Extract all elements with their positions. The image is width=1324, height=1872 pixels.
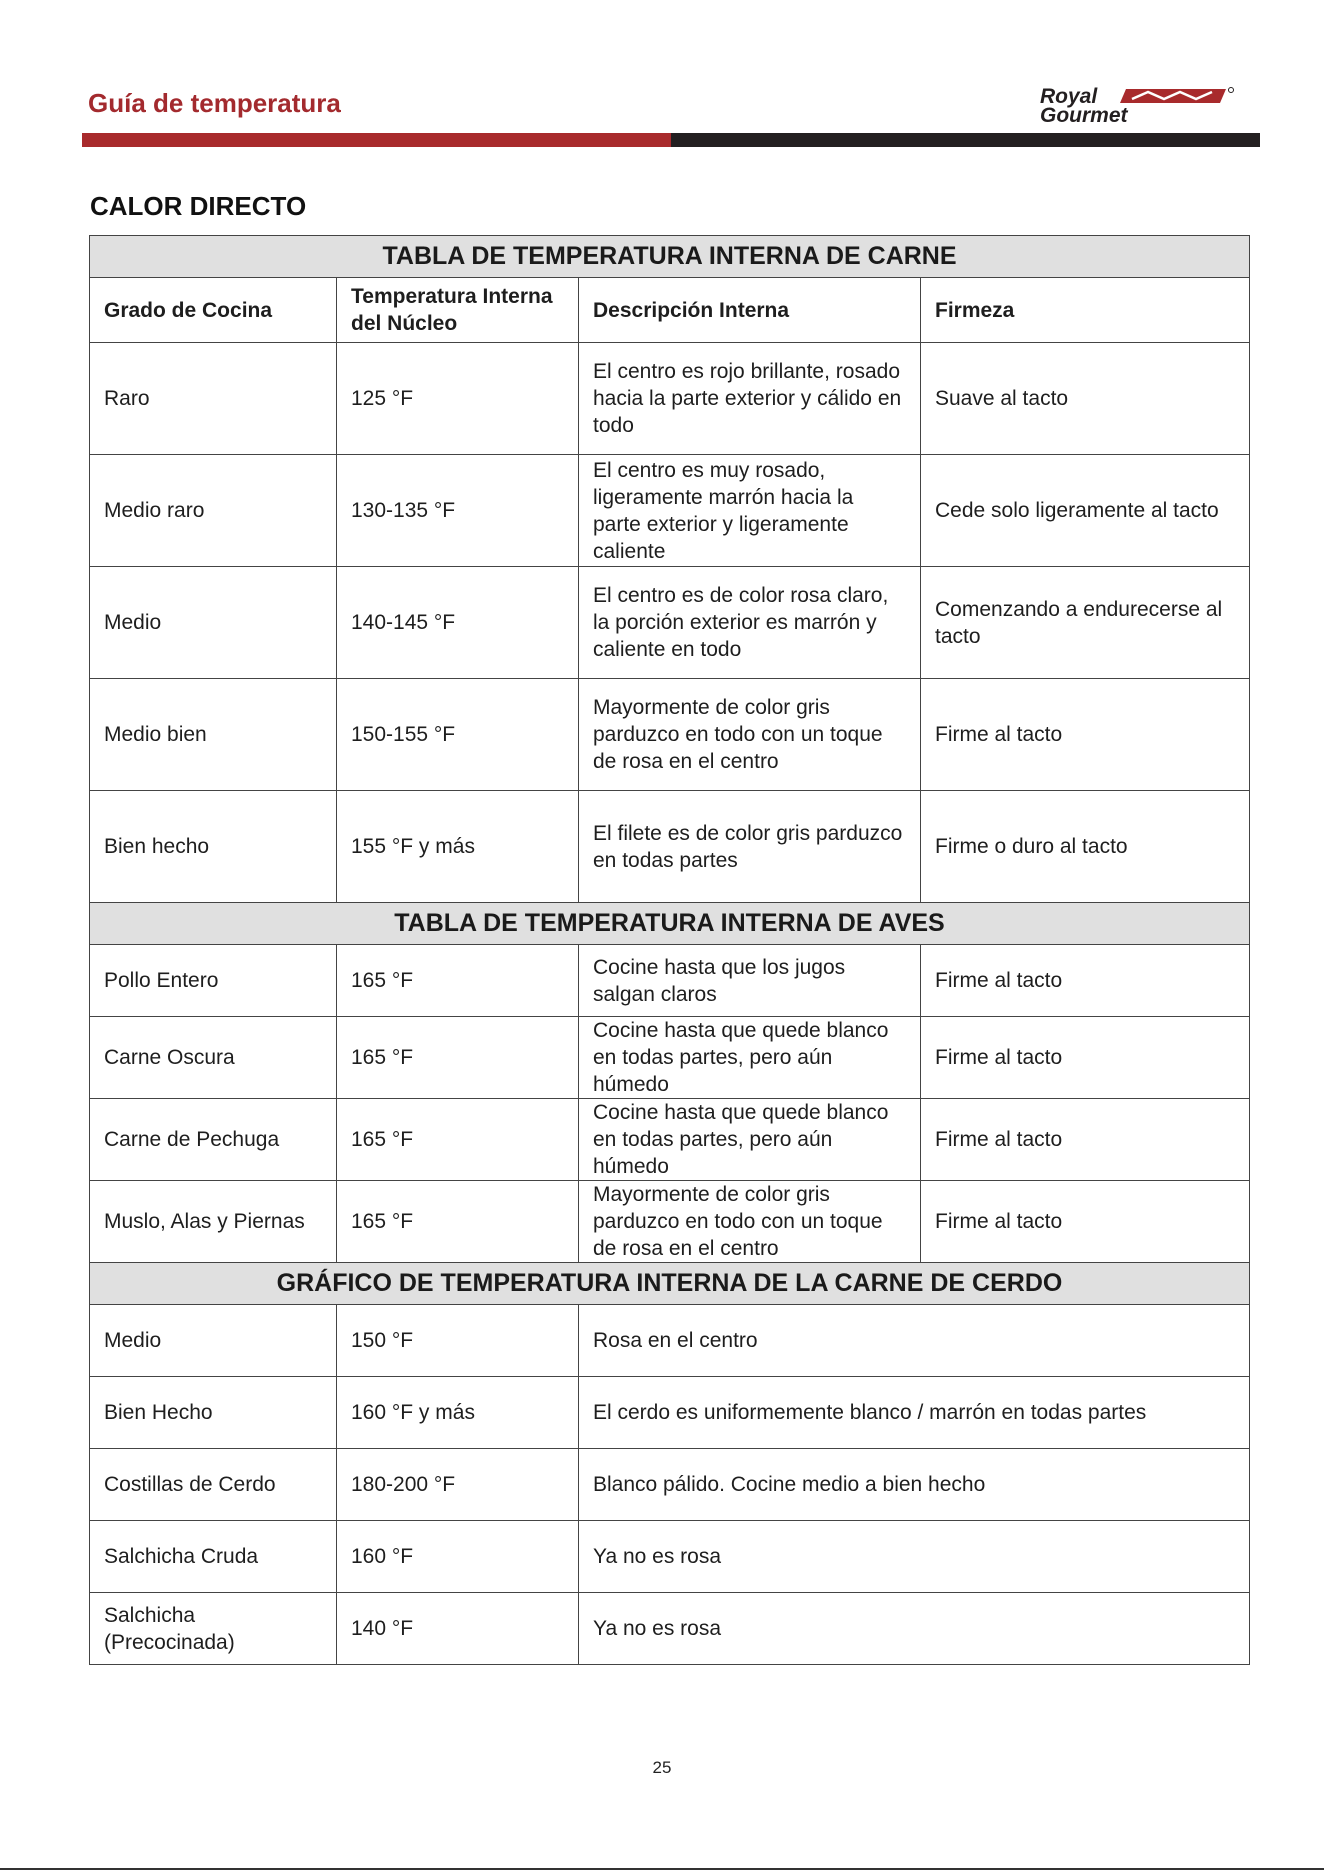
temperature-cell: 140 °F [337,1593,579,1665]
table-row [90,945,1250,1017]
firmness-cell: Firme al tacto [921,945,1250,1017]
description-cell: El centro es rojo brillante, rosado hacia la parte exterior y cálido en todo [579,343,921,455]
temperature-cell: 160 °F [337,1521,579,1593]
page-title: Guía de temperatura [88,88,341,118]
header-bar-red-segment [82,133,671,147]
doneness-cell: Bien Hecho [90,1377,337,1449]
section-title: CALOR DIRECTO [90,191,307,221]
description-cell: Ya no es rosa [579,1593,1250,1665]
firmness-cell: Cede solo ligeramente al tacto [921,455,1250,567]
temperature-cell: 165 °F [337,945,579,1017]
temperature-cell: 125 °F [337,343,579,455]
doneness-cell: Muslo, Alas y Piernas [90,1181,337,1263]
brand-logo [1036,84,1236,124]
page-number: 25 [652,1758,672,1777]
description-cell: Ya no es rosa [579,1521,1250,1593]
brand-logo-graphic [1036,84,1236,124]
doneness-cell: Raro [90,343,337,455]
description-cell: Cocine hasta que quede blanco en todas partes, pero aún húmedo [579,1099,921,1181]
table-row [90,1593,1250,1665]
firmness-cell: Firme al tacto [921,1017,1250,1099]
logo-word-royal: Royal [1040,85,1098,108]
description-cell: El centro es muy rosado, ligeramente marrón hacia la parte exterior y ligeramente caliente [579,455,921,567]
beef-table-title-row [90,236,1250,278]
description-cell: Rosa en el centro [579,1305,1250,1377]
doneness-cell: Medio bien [90,679,337,791]
poultry-table-title-row [90,903,1250,945]
description-cell: El filete es de color gris parduzco en todas partes [579,791,921,903]
description-cell: El centro es de color rosa claro, la porción exterior es marrón y caliente en todo [579,567,921,679]
doneness-cell: Salchicha Cruda [90,1521,337,1593]
column-header-description: Descripción Interna [579,278,921,343]
table-row [90,1377,1250,1449]
doneness-cell: Bien hecho [90,791,337,903]
description-cell: El cerdo es uniformemente blanco / marrón en todas partes [579,1377,1250,1449]
temperature-cell: 150-155 °F [337,679,579,791]
doneness-cell: Costillas de Cerdo [90,1449,337,1521]
table-row [90,1305,1250,1377]
firmness-cell: Firme o duro al tacto [921,791,1250,903]
temperature-cell: 150 °F [337,1305,579,1377]
doneness-cell: Carne de Pechuga [90,1099,337,1181]
doneness-cell: Medio [90,567,337,679]
table-row [90,343,1250,455]
temperature-cell: 165 °F [337,1181,579,1263]
temperature-cell: 180-200 °F [337,1449,579,1521]
temperature-cell: 160 °F y más [337,1377,579,1449]
firmness-cell: Firme al tacto [921,1181,1250,1263]
registered-mark-icon [1229,88,1234,93]
header-divider-bar [82,133,1260,147]
header-bar-dark-segment [671,133,1260,147]
column-header-doneness: Grado de Cocina [90,278,337,343]
temperature-cell: 155 °F y más [337,791,579,903]
footer-line [0,1868,1324,1870]
table-header-row [90,278,1250,343]
description-cell: Mayormente de color gris parduzco en todo con un toque de rosa en el centro [579,1181,921,1263]
pork-table-title-row [90,1263,1250,1305]
table-row [90,455,1250,567]
doneness-cell: Pollo Entero [90,945,337,1017]
beef-table-title: TABLA DE TEMPERATURA INTERNA DE CARNE [90,236,1250,278]
pork-table-title: GRÁFICO DE TEMPERATURA INTERNA DE LA CARNE DE CERDO [90,1263,1250,1305]
description-cell: Cocine hasta que quede blanco en todas partes, pero aún húmedo [579,1017,921,1099]
column-header-core-temperature: Temperatura Interna del Núcleo [337,278,579,343]
doneness-cell: Carne Oscura [90,1017,337,1099]
table-row [90,1449,1250,1521]
firmness-cell: Firme al tacto [921,679,1250,791]
temperature-cell: 165 °F [337,1099,579,1181]
poultry-table-title: TABLA DE TEMPERATURA INTERNA DE AVES [90,903,1250,945]
doneness-cell: Salchicha (Precocinada) [90,1593,337,1665]
description-cell: Mayormente de color gris parduzco en todo con un toque de rosa en el centro [579,679,921,791]
firmness-cell: Firme al tacto [921,1099,1250,1181]
description-cell: Blanco pálido. Cocine medio a bien hecho [579,1449,1250,1521]
table-row [90,1521,1250,1593]
logo-word-gourmet: Gourmet [1040,104,1128,124]
table-row [90,1181,1250,1263]
temperature-cell: 140-145 °F [337,567,579,679]
firmness-cell: Suave al tacto [921,343,1250,455]
table-row [90,567,1250,679]
doneness-cell: Medio raro [90,455,337,567]
doneness-cell: Medio [90,1305,337,1377]
table-row [90,791,1250,903]
table-row [90,1099,1250,1181]
description-cell: Cocine hasta que los jugos salgan claros [579,945,921,1017]
temperature-cell: 130-135 °F [337,455,579,567]
table-row [90,1017,1250,1099]
column-header-firmness: Firmeza [921,278,1250,343]
table-row [90,679,1250,791]
temperature-table [89,235,1250,1665]
temperature-cell: 165 °F [337,1017,579,1099]
firmness-cell: Comenzando a endurecerse al tacto [921,567,1250,679]
